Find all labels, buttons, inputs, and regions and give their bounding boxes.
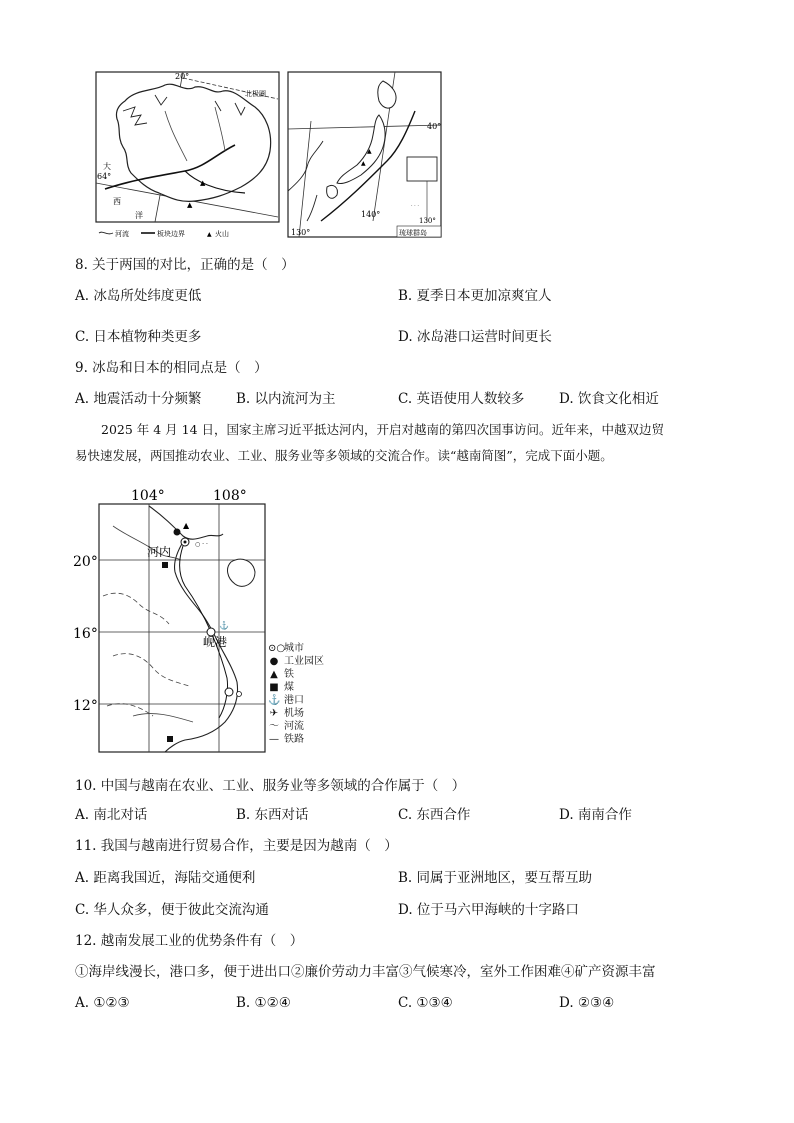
railway-icon: — (269, 734, 279, 745)
q9-option-a: A. 地震活动十分频繁 (75, 391, 202, 407)
airport-icon: ✈ (269, 708, 279, 719)
q8-option-d: D. 冰岛港口运营时间更长 (398, 329, 552, 345)
lat-64-label: 64° (97, 172, 112, 181)
legend-volcano-label: 火山 (215, 230, 229, 238)
q10-stem: 10. 中国与越南在农业、工业、服务业等多领域的合作属于（ ） (75, 778, 466, 794)
danang-label: 岘港 (203, 635, 228, 649)
q11-option-d: D. 位于马六甲海峡的十字路口 (398, 902, 579, 918)
vietnam-passage (75, 417, 725, 469)
q12-statements: ①海岸线漫长，港口多，便于进出口②廉价劳动力丰富③气候寒冷，室外工作困难④矿产资源丰富 (75, 964, 656, 980)
q9-option-b: B. 以内流河为主 (236, 391, 336, 407)
japan-map (287, 71, 442, 239)
ocean-char-3: 洋 (135, 211, 143, 220)
iron-icon: ▲ (270, 669, 278, 680)
q12-stem: 12. 越南发展工业的优势条件有（ ） (75, 933, 304, 949)
svg-text:▲: ▲ (187, 201, 193, 209)
hanoi-label: 河内 (147, 545, 172, 559)
q12-option-b: B. ①②④ (236, 995, 291, 1011)
q12-option-a: A. ①②③ (75, 995, 130, 1011)
legend-item-airport: ✈ 机场 (269, 708, 304, 719)
svg-text:⚓: ⚓ (219, 621, 229, 630)
svg-text:○ · ·: ○ · · (195, 541, 208, 548)
q8-option-b: B. 夏季日本更加凉爽宜人 (398, 288, 552, 304)
lon-108-label: 108° (213, 488, 247, 504)
q11-stem: 11. 我国与越南进行贸易合作，主要是因为越南（ ） (75, 838, 398, 854)
lon-130-label-a: 130° (291, 228, 311, 237)
port-icon: ⚓ (268, 695, 281, 706)
svg-text:▲: ▲ (361, 160, 366, 167)
legend-item-industrial-park: ● 工业园区 (269, 656, 324, 667)
coal-icon: ■ (269, 682, 279, 693)
lon-20-label: 20° (175, 72, 190, 81)
legend-plate-label: 板块边界 (157, 230, 185, 238)
legend-item-iron: ▲ 铁 (268, 668, 324, 681)
lat-20-label: 20° (73, 554, 98, 570)
legend-item-city: ⊙○ 城市 (268, 643, 304, 654)
q9-stem: 9. 冰岛和日本的相同点是（ ） (75, 360, 268, 376)
legend-item-port: ⚓ 港口 (268, 695, 304, 706)
svg-text:▲: ▲ (183, 521, 190, 530)
q8-option-c: C. 日本植物种类更多 (75, 329, 202, 345)
legend-item-river: 〜 河流 (269, 721, 304, 732)
ocean-char-1: 大 (103, 162, 111, 171)
q11-option-b: B. 同属于亚洲地区，要互帮互助 (398, 870, 593, 886)
lat-16-label: 16° (73, 626, 98, 642)
q8-option-a: A. 冰岛所处纬度更低 (75, 288, 202, 304)
city-icon: ⊙○ (268, 643, 286, 654)
q12-option-c: C. ①③④ (398, 995, 453, 1011)
q10-option-d: D. 南南合作 (559, 807, 632, 823)
lat-12-label: 12° (73, 698, 98, 714)
q8-stem: 8. 关于两国的对比，正确的是（ ） (75, 257, 295, 273)
iceland-map (95, 71, 280, 239)
river-legend-icon (99, 232, 113, 234)
industrial-park-icon: ● (269, 656, 279, 667)
ocean-char-2: 西 (113, 197, 121, 206)
q9-option-c: C. 英语使用人数较多 (398, 391, 525, 407)
q10-option-a: A. 南北对话 (75, 807, 148, 823)
q11-option-a: A. 距离我国近，海陆交通便利 (75, 870, 256, 886)
ryukyu-inset-label: 琉球群岛 (399, 229, 427, 237)
q11-option-c: C. 华人众多，便于彼此交流沟通 (75, 902, 269, 918)
lon-130-label-b: 130° (419, 217, 436, 225)
q10-option-c: C. 东西合作 (398, 807, 471, 823)
volcano-legend-icon: ▲ (207, 231, 212, 238)
lon-140-label: 140° (361, 210, 381, 219)
svg-text:▲: ▲ (367, 148, 372, 155)
passage-line-1: 2025 年 4 月 14 日，国家主席习近平抵达河内，开启对越南的第四次国事访问。近年来，中越双边贸 (101, 422, 665, 437)
legend-river-label: 河流 (115, 230, 129, 238)
lat-40-label: 40° (427, 122, 442, 131)
svg-text:· · ·: · · · (411, 203, 419, 209)
passage-line-2: 易快速发展，两国推动农业、工业、服务业等多领域的交流合作。读“越南简图”，完成下面小题。 (75, 448, 613, 463)
arctic-circle-label: 北极圈 (245, 90, 266, 98)
q10-option-b: B. 东西对话 (236, 807, 309, 823)
q12-option-d: D. ②③④ (559, 995, 615, 1011)
legend-item-coal: ■ 煤 (269, 682, 294, 693)
svg-text:▲: ▲ (200, 179, 206, 187)
q9-option-d: D. 饮食文化相近 (559, 391, 659, 407)
river-icon: 〜 (269, 721, 279, 732)
lon-104-label: 104° (131, 488, 165, 504)
legend-item-railway: — 铁路 (269, 734, 304, 745)
vietnam-legend (268, 642, 324, 746)
